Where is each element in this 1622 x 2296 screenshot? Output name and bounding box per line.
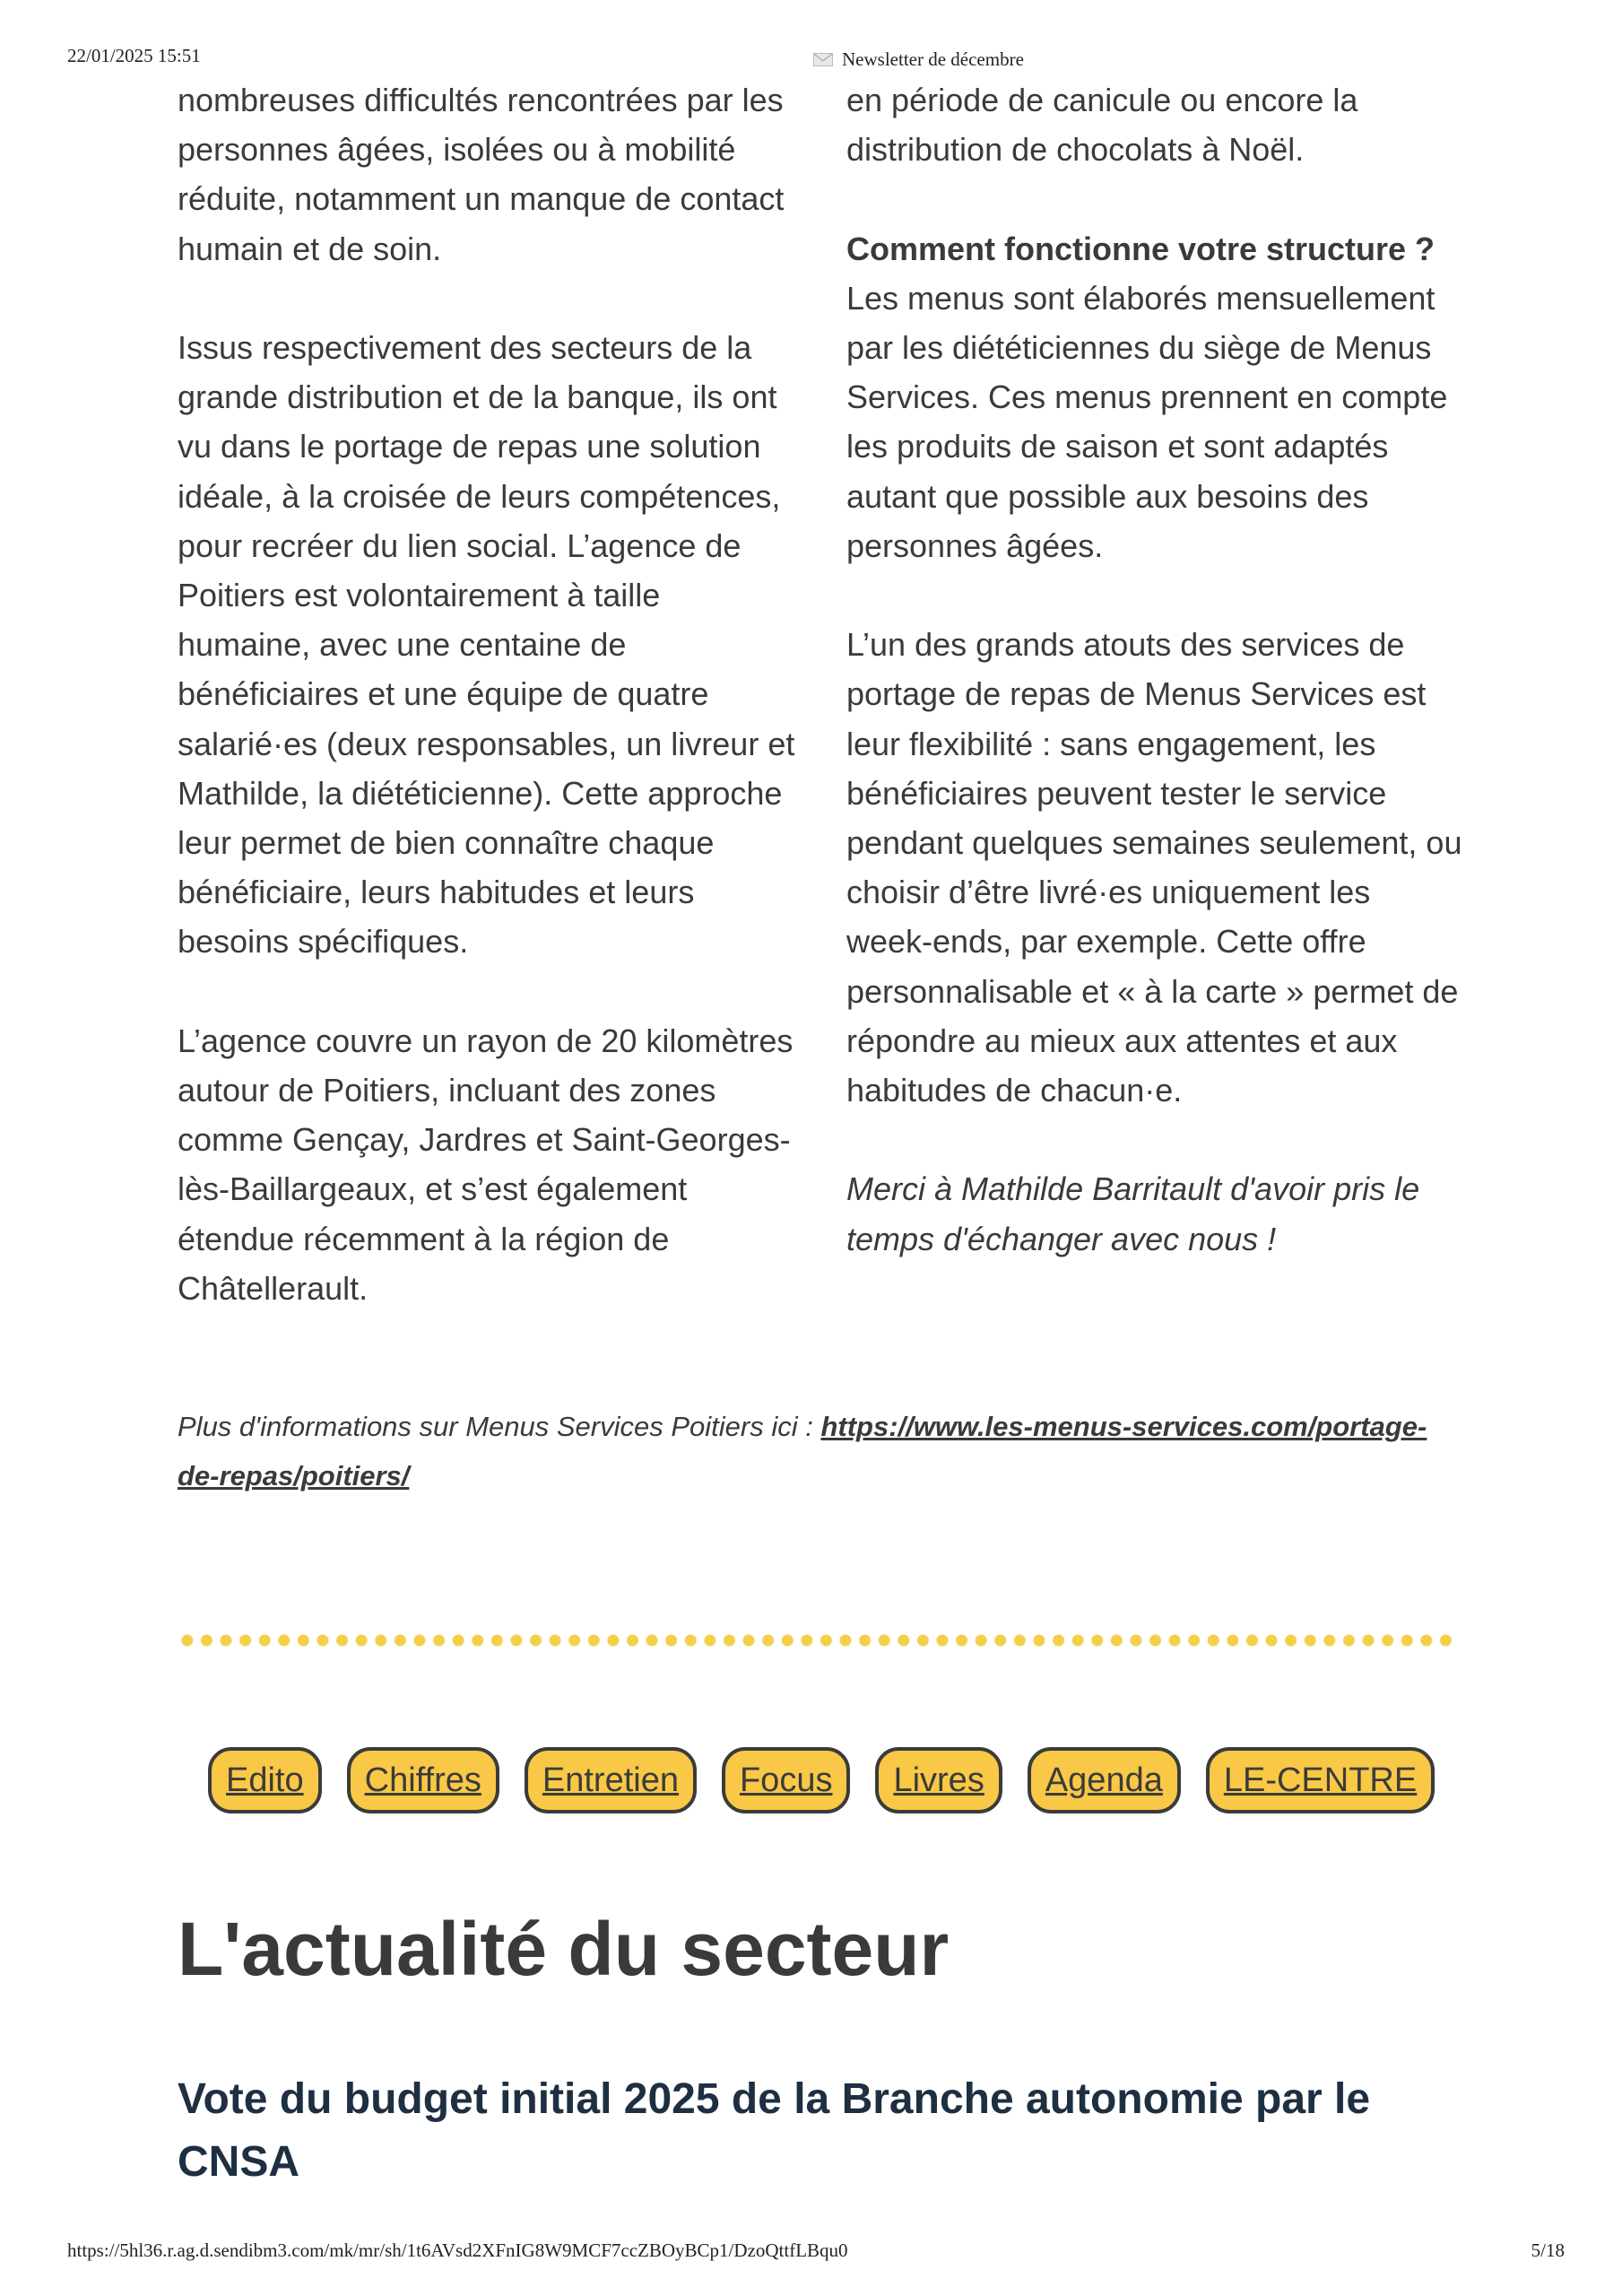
menus-services-link[interactable]: https://www.les-menus-services.com/portage-de-repas/poitiers/ [178,1411,1427,1492]
print-date: 22/01/2025 15:51 [67,45,201,66]
left-paragraph-1: nombreuses difficultés rencontrées par les personnes âgées, isolées ou à mobilité réduite, notamment un manque de contact humain et de soin. [178,82,785,267]
right-paragraph-2 [846,224,1465,570]
envelope-icon [813,53,833,66]
right-column [846,75,1465,1313]
interview-answer: Les menus sont élaborés mensuellement par les diététiciennes du siège de Menus Services. Ces menus prennent en compte les produits de saison et sont adaptés autant que possible aux besoins des personnes âgées. [846,279,1448,564]
right-paragraph-3: L’un des grands atouts des services de portage de repas de Menus Services est leur flexibilité : sans engagement, les bénéficiaires peuvent tester le service pendant quelques semaines seulement, ou choisir d’être livré·es uniquement les week-ends, par exemple. Cette offre personnalisable et « à la carte » permet de répondre au mieux aux attentes et aux habitudes de chacun·e. [846,626,1462,1109]
interview-question: Comment fonctionne votre structure ? [846,230,1436,267]
right-paragraph-1: en période de canicule ou encore la distribution de chocolats à Noël. [846,82,1358,169]
nav-button-entretien[interactable]: Entretien [525,1747,697,1813]
more-info [178,1402,1460,1500]
article-title: Vote du budget initial 2025 de la Branche autonomie par le CNSA [178,2075,1371,2186]
nav-button-edito[interactable]: Edito [208,1747,322,1813]
nav-button-livres[interactable]: Livres [875,1747,1002,1813]
page-number: 5/18 [1531,2239,1565,2261]
nav-button-agenda[interactable]: Agenda [1028,1747,1181,1813]
newsletter-title: Newsletter de décembre [842,48,1024,70]
left-column [178,75,796,1362]
thanks-note: Merci à Mathilde Barritault d'avoir pris le temps d'échanger avec nous ! [846,1170,1420,1257]
print-url: https://5hl36.r.ag.d.sendibm3.com/mk/mr/sh/1t6AVsd2XFnIG8W9MCF7ccZBOyBCp1/DzoQttfLBqu0 [67,2239,848,2261]
left-paragraph-3: L’agence couvre un rayon de 20 kilomètres autour de Poitiers, incluant des zones comme Gençay, Jardres et Saint-Georges-lès-Baillargeaux, et s’est également étendue récemment à la région de Châtellerault. [178,1022,794,1307]
section-nav [208,1747,1435,1813]
dotted-divider [178,1634,1455,1647]
nav-button-chiffres[interactable]: Chiffres [347,1747,499,1813]
section-title: L'actualité du secteur [178,1907,950,1991]
nav-button-focus[interactable]: Focus [722,1747,850,1813]
left-paragraph-2: Issus respectivement des secteurs de la grande distribution et de la banque, ils ont vu dans le portage de repas une solution idéale, à la croisée de leurs compétences, pour recréer du lien social. L’agence de Poitiers est volontairement à taille humaine, avec une centaine de bénéficiaires et une équipe de quatre salarié·es (deux responsables, un livreur et Mathilde, la diététicienne). Cette approche leur permet de bien connaître chaque bénéficiaire, leurs habitudes et leurs besoins spécifiques. [178,329,795,961]
nav-button-le-centre[interactable]: LE-CENTRE [1206,1747,1435,1813]
more-info-text: Plus d'informations sur Menus Services Poitiers ici : [178,1411,821,1442]
print-title [813,48,1024,71]
